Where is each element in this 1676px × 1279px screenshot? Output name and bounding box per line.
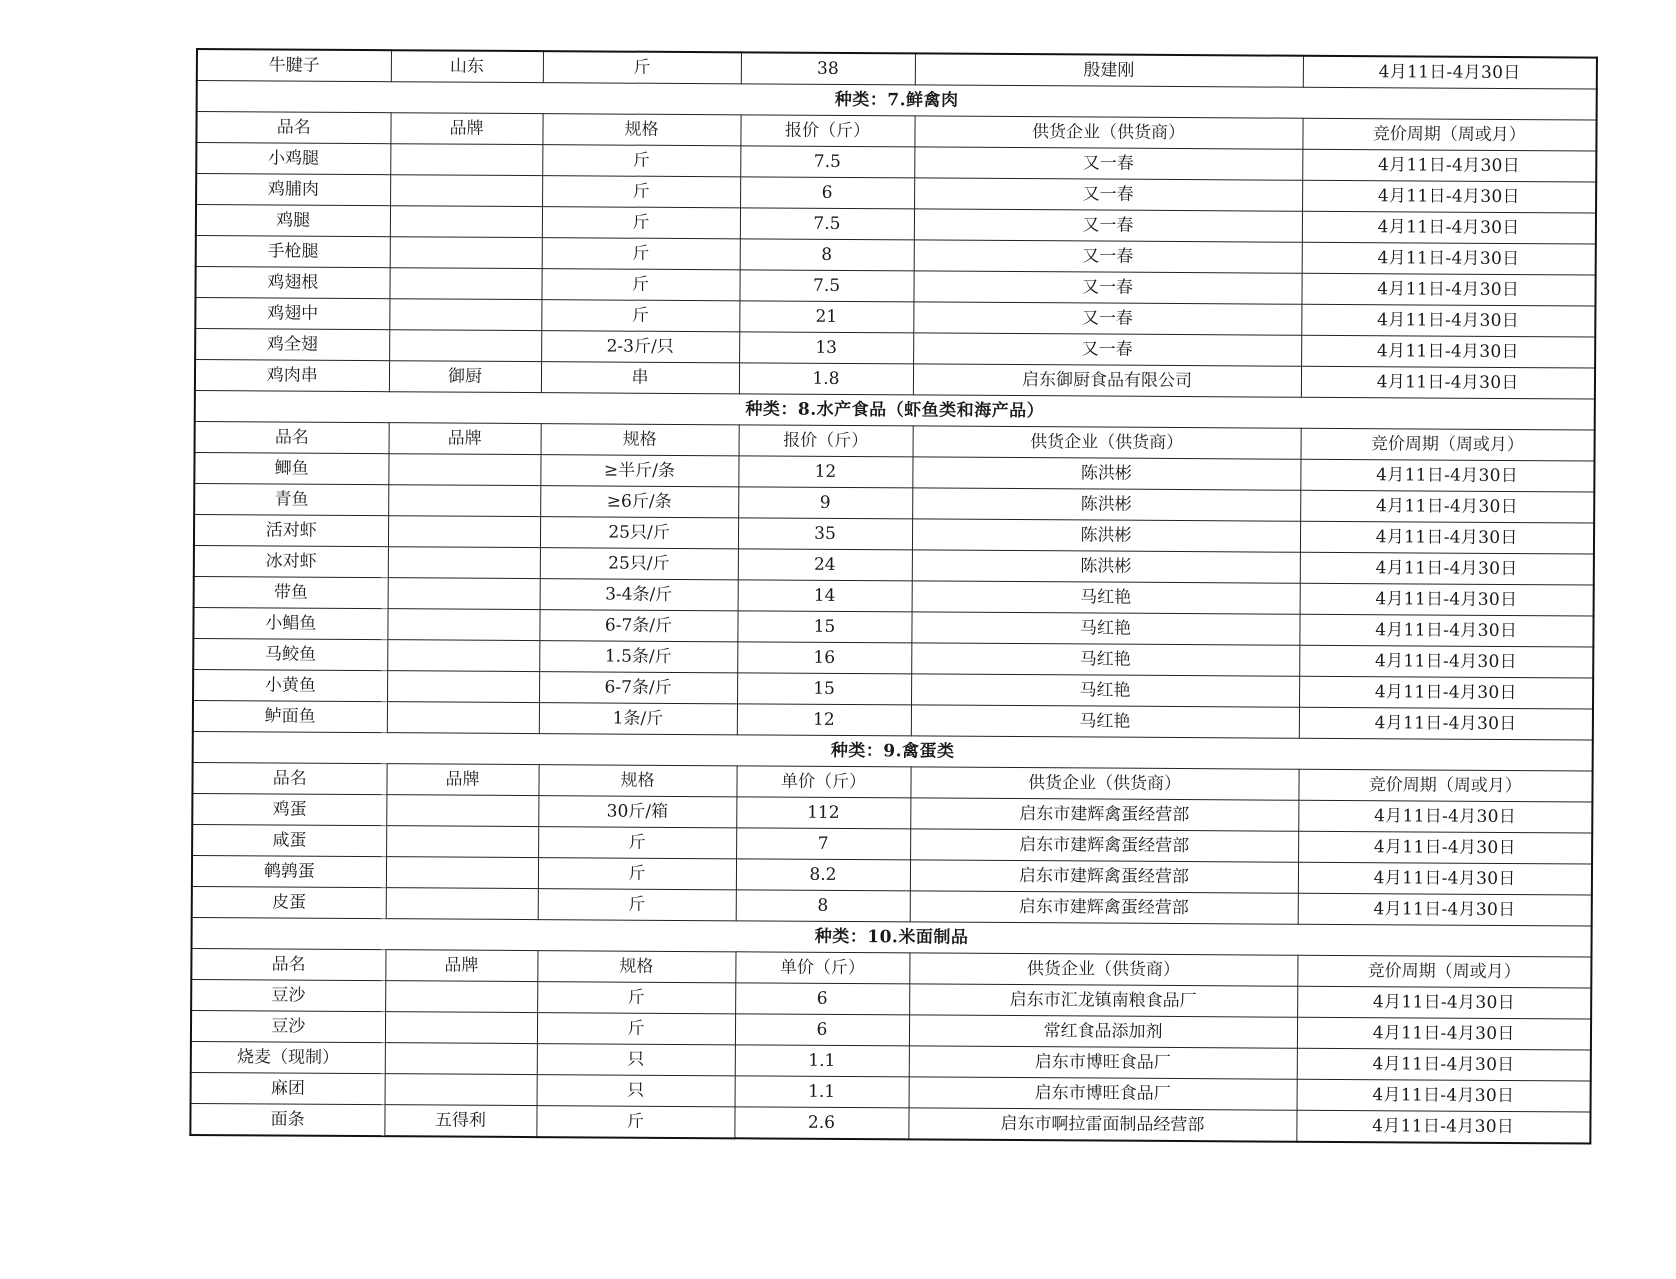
cell-spec: ≥6斤/条 [540,486,738,518]
cell-spec: ≥半斤/条 [540,455,738,487]
cell-spec: 3-4条/斤 [540,579,738,611]
cell-spec: 1.5条/斤 [539,641,737,673]
cell-price: 15 [737,611,911,643]
column-header: 规格 [542,114,740,146]
cell-name: 面条 [190,1103,384,1136]
cell-name: 麻团 [191,1072,385,1104]
column-header: 品牌 [386,764,538,796]
cell-supplier: 启东御厨食品有限公司 [913,364,1301,397]
cell-supplier: 又一春 [914,209,1302,242]
cell-period: 4月11日-4月30日 [1300,490,1594,523]
cell-price: 24 [738,549,912,581]
category-title: 种类：9.禽蛋类 [193,731,1593,771]
cell-supplier: 殷建刚 [915,53,1303,87]
cell-brand [390,175,542,207]
cell-price: 8 [740,239,914,271]
column-header: 单价（斤） [735,952,909,984]
cell-brand [388,547,540,579]
cell-name: 牛腱子 [197,49,391,82]
column-header: 单价（斤） [736,766,910,798]
cell-period: 4月11日-4月30日 [1301,304,1595,337]
cell-price: 7.5 [740,146,914,178]
cell-brand: 五得利 [384,1105,536,1137]
cell-supplier: 又一春 [913,302,1301,335]
cell-supplier: 又一春 [914,240,1302,273]
cell-price: 6 [735,983,909,1015]
cell-period: 4月11日-4月30日 [1302,242,1596,275]
cell-brand [390,144,542,176]
cell-name: 手枪腿 [196,236,390,268]
column-header: 规格 [541,424,739,456]
cell-name: 鸡蛋 [192,793,386,825]
cell-brand [386,795,538,827]
cell-brand [388,578,540,610]
cell-price: 38 [741,52,915,85]
cell-period: 4月11日-4月30日 [1298,862,1592,895]
cell-brand [386,857,538,889]
cell-spec: 只 [537,1075,735,1107]
cell-supplier: 又一春 [914,147,1302,180]
cell-period: 4月11日-4月30日 [1297,1079,1591,1112]
cell-period: 4月11日-4月30日 [1298,800,1592,833]
cell-price: 2.6 [734,1107,908,1140]
category-title: 种类：7.鲜禽肉 [197,81,1597,121]
cell-price: 1.1 [735,1076,909,1108]
cell-spec: 25只/斤 [540,517,738,549]
cell-spec: 斤 [542,145,740,177]
cell-price: 13 [739,332,913,364]
cell-supplier: 马红艳 [911,643,1299,676]
cell-supplier: 陈洪彬 [912,519,1300,552]
price-table-sheet [189,48,1596,1145]
cell-supplier: 启东市博旺食品厂 [909,1046,1297,1079]
column-header: 品牌 [390,113,542,145]
column-header: 规格 [537,951,735,983]
cell-price: 35 [738,518,912,550]
cell-period: 4月11日-4月30日 [1298,831,1592,864]
cell-brand [387,609,539,641]
cell-spec: 斤 [537,1013,735,1045]
cell-name: 鸡翅根 [195,267,389,299]
cell-brand [389,299,541,331]
cell-spec: 斤 [542,207,740,239]
cell-supplier: 启东市博旺食品厂 [909,1077,1297,1110]
cell-price: 1.8 [739,363,913,395]
cell-brand [387,671,539,703]
cell-period: 4月11日-4月30日 [1297,986,1591,1019]
cell-period: 4月11日-4月30日 [1302,180,1596,213]
cell-price: 15 [737,673,911,705]
column-header: 竞价周期（周或月） [1302,118,1596,151]
cell-name: 豆沙 [191,1010,385,1042]
cell-supplier: 启东市啊拉雷面制品经营部 [908,1108,1296,1142]
category-title: 种类：8.水产食品（虾鱼类和海产品） [195,390,1595,430]
cell-spec: 斤 [543,51,741,84]
cell-period: 4月11日-4月30日 [1296,1110,1590,1143]
cell-name: 小鸡腿 [196,143,390,175]
cell-period: 4月11日-4月30日 [1301,366,1595,399]
cell-spec: 25只/斤 [540,548,738,580]
cell-spec: 斤 [538,889,736,921]
cell-supplier: 又一春 [913,333,1301,366]
cell-price: 112 [736,797,910,829]
cell-name: 豆沙 [191,979,385,1011]
cell-price: 6 [735,1014,909,1046]
cell-period: 4月11日-4月30日 [1299,707,1593,740]
cell-name: 鹌鹑蛋 [192,855,386,887]
cell-supplier: 启东市汇龙镇南粮食品厂 [909,984,1297,1017]
cell-spec: 2-3斤/只 [541,331,739,363]
cell-supplier: 又一春 [914,178,1302,211]
cell-name: 鲈面鱼 [193,700,387,732]
cell-brand [389,268,541,300]
cell-brand: 山东 [391,50,543,82]
cell-period: 4月11日-4月30日 [1300,521,1594,554]
cell-period: 4月11日-4月30日 [1300,583,1594,616]
cell-name: 冰对虾 [194,545,388,577]
cell-brand [390,237,542,269]
cell-name: 鸡翅中 [195,298,389,330]
column-header: 品牌 [389,423,541,455]
cell-supplier: 马红艳 [911,612,1299,645]
cell-brand [385,1074,537,1106]
column-header: 品名 [192,762,386,794]
cell-spec: 30斤/箱 [538,796,736,828]
cell-period: 4月11日-4月30日 [1302,211,1596,244]
cell-price: 7.5 [739,270,913,302]
cell-name: 鸡脯肉 [196,174,390,206]
cell-brand [389,330,541,362]
cell-spec: 斤 [537,982,735,1014]
cell-price: 8 [736,890,910,922]
cell-spec: 斤 [542,238,740,270]
cell-brand [388,485,540,517]
cell-supplier: 又一春 [913,271,1301,304]
cell-brand [387,640,539,672]
column-header: 竞价周期（周或月） [1297,955,1591,988]
cell-name: 鸡全翅 [195,329,389,361]
cell-supplier: 陈洪彬 [912,457,1300,490]
cell-brand [390,206,542,238]
cell-spec: 1条/斤 [539,703,737,735]
cell-name: 鸡腿 [196,205,390,237]
cell-brand: 御厨 [389,361,541,393]
cell-supplier: 启东市建辉禽蛋经营部 [910,891,1298,924]
column-header: 品名 [196,112,390,144]
cell-spec: 斤 [538,827,736,859]
cell-price: 8.2 [736,859,910,891]
cell-period: 4月11日-4月30日 [1300,552,1594,585]
cell-supplier: 陈洪彬 [912,488,1300,521]
cell-brand [385,981,537,1013]
cell-spec: 斤 [536,1106,734,1139]
cell-brand [385,1043,537,1075]
column-header: 品名 [191,948,385,980]
cell-period: 4月11日-4月30日 [1300,459,1594,492]
cell-period: 4月11日-4月30日 [1302,149,1596,182]
cell-price: 9 [738,487,912,519]
cell-period: 4月11日-4月30日 [1297,1017,1591,1050]
cell-price: 12 [737,704,911,736]
cell-brand [388,516,540,548]
cell-supplier: 启东市建辉禽蛋经营部 [910,860,1298,893]
cell-price: 7 [736,828,910,860]
supplier-price-table [189,48,1598,1145]
cell-price: 16 [737,642,911,674]
cell-supplier: 启东市建辉禽蛋经营部 [910,798,1298,831]
cell-brand [386,888,538,920]
cell-period: 4月11日-4月30日 [1299,676,1593,709]
cell-name: 小黄鱼 [193,669,387,701]
cell-period: 4月11日-4月30日 [1299,645,1593,678]
cell-spec: 串 [541,362,739,394]
column-header: 报价（斤） [740,115,914,147]
cell-period: 4月11日-4月30日 [1297,1048,1591,1081]
column-header: 竞价周期（周或月） [1301,428,1595,461]
column-header: 供货企业（供货商） [914,116,1302,149]
cell-supplier: 启东市建辉禽蛋经营部 [910,829,1298,862]
cell-spec: 斤 [538,858,736,890]
cell-name: 带鱼 [194,576,388,608]
column-header: 供货企业（供货商） [910,767,1298,800]
cell-price: 1.1 [735,1045,909,1077]
cell-price: 21 [739,301,913,333]
cell-brand [387,702,539,734]
cell-price: 14 [738,580,912,612]
cell-period: 4月11日-4月30日 [1301,335,1595,368]
cell-name: 烧麦（现制） [191,1041,385,1073]
cell-name: 青鱼 [194,483,388,515]
cell-spec: 斤 [541,300,739,332]
cell-price: 12 [738,456,912,488]
cell-name: 鲫鱼 [194,452,388,484]
column-header: 品牌 [385,950,537,982]
cell-brand [386,826,538,858]
cell-brand [385,1012,537,1044]
cell-price: 7.5 [740,208,914,240]
cell-spec: 6-7条/斤 [539,610,737,642]
cell-period: 4月11日-4月30日 [1299,614,1593,647]
column-header: 报价（斤） [739,425,913,457]
cell-name: 鸡肉串 [195,360,389,392]
cell-spec: 6-7条/斤 [539,672,737,704]
column-header: 竞价周期（周或月） [1298,769,1592,802]
table-body [190,49,1597,1144]
cell-supplier: 马红艳 [911,674,1299,707]
cell-name: 小鲳鱼 [193,607,387,639]
cell-brand [388,454,540,486]
cell-supplier: 常红食品添加剂 [909,1015,1297,1048]
column-header: 规格 [538,765,736,797]
cell-name: 皮蛋 [192,886,386,918]
column-header: 供货企业（供货商） [913,426,1301,459]
cell-spec: 只 [537,1044,735,1076]
cell-name: 活对虾 [194,514,388,546]
cell-supplier: 马红艳 [912,581,1300,614]
cell-period: 4月11日-4月30日 [1298,893,1592,926]
column-header: 供货企业（供货商） [909,953,1297,986]
cell-spec: 斤 [541,269,739,301]
cell-supplier: 陈洪彬 [912,550,1300,583]
cell-supplier: 马红艳 [911,705,1299,738]
category-title: 种类：10.米面制品 [191,917,1591,957]
column-header: 品名 [195,421,389,453]
cell-name: 咸蛋 [192,824,386,856]
cell-spec: 斤 [542,176,740,208]
cell-period: 4月11日-4月30日 [1303,56,1597,89]
cell-price: 6 [740,177,914,209]
cell-period: 4月11日-4月30日 [1301,273,1595,306]
cell-name: 马鲛鱼 [193,638,387,670]
